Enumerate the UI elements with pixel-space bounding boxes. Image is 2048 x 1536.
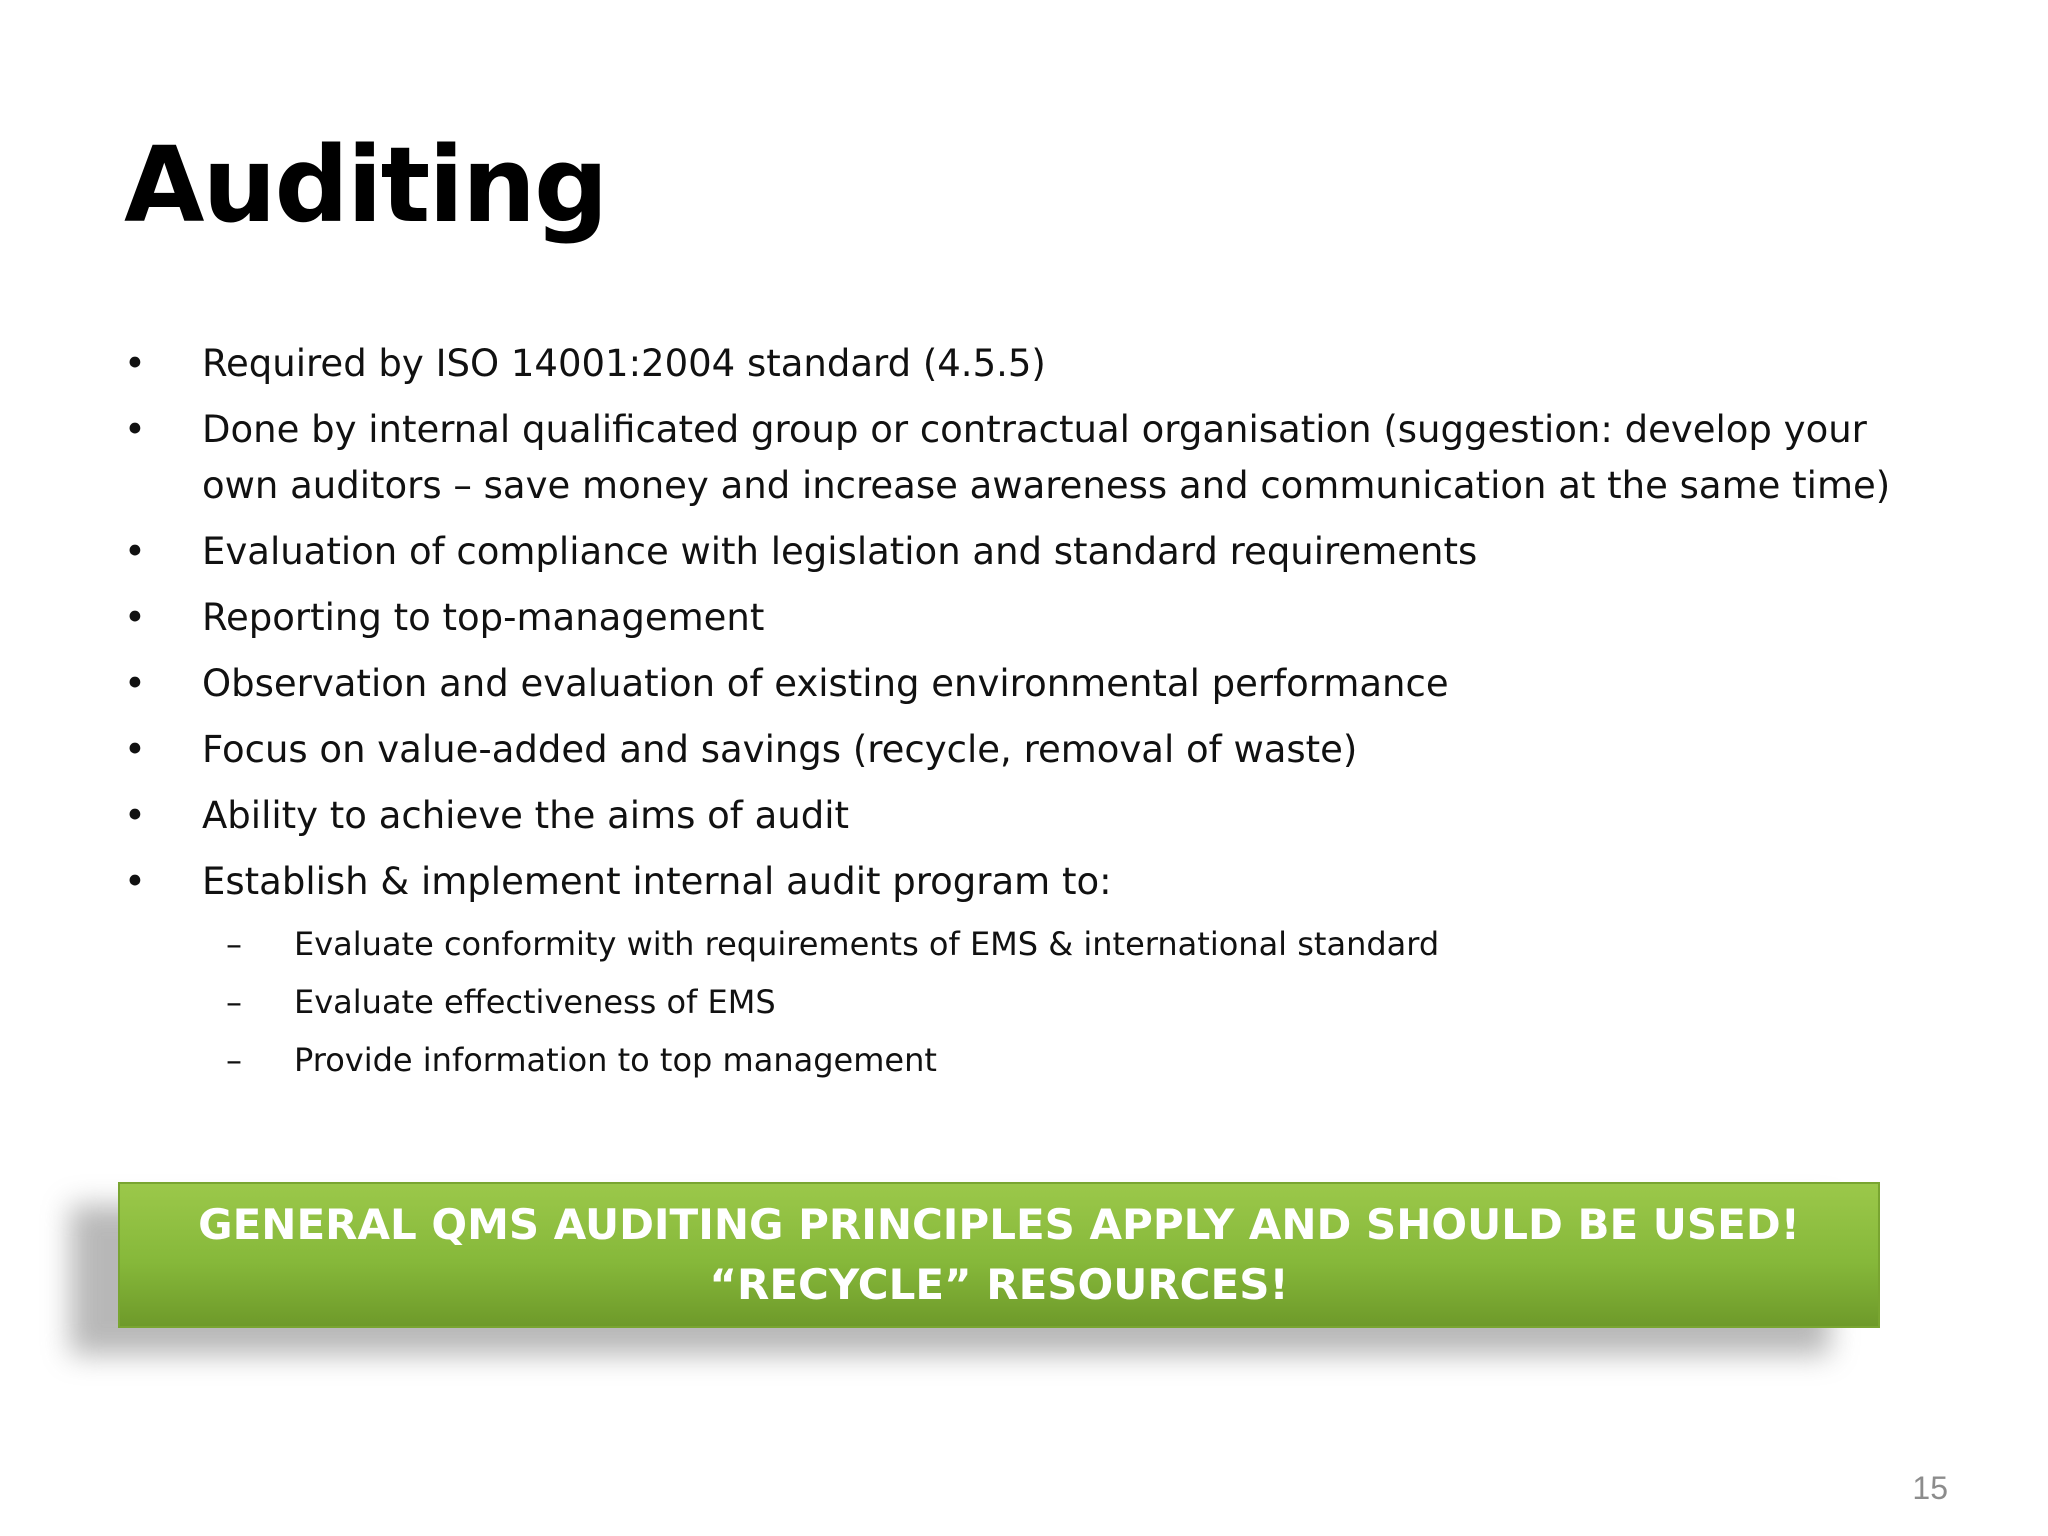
callout-banner (118, 1182, 1880, 1328)
bullet-marker: • (124, 342, 146, 385)
bullet-text: Required by ISO 14001:2004 standard (4.5.5) (202, 342, 1046, 385)
sub-bullet-item (202, 1036, 1924, 1084)
bullet-item (124, 402, 1924, 514)
bullet-marker: • (124, 596, 146, 639)
bullet-marker: • (124, 662, 146, 705)
bullet-text: Done by internal qualificated group or contractual organisation (suggestion: develop your own auditors – save money and increase awareness and communication at the same time) (202, 408, 1891, 507)
bullet-item (124, 854, 1924, 1084)
sub-bullet-text: Provide information to top management (294, 1041, 937, 1079)
sub-bullet-text: Evaluate effectiveness of EMS (294, 983, 776, 1021)
sub-bullet-marker: – (226, 925, 242, 963)
bullet-item (124, 788, 1924, 844)
bullet-text: Focus on value-added and savings (recycle, removal of waste) (202, 728, 1358, 771)
bullet-item (124, 524, 1924, 580)
slide-title: Auditing (124, 124, 607, 246)
callout-line-1: GENERAL QMS AUDITING PRINCIPLES APPLY AND SHOULD BE USED! (198, 1200, 1800, 1249)
bullet-text: Ability to achieve the aims of audit (202, 794, 849, 837)
callout-line-2: “RECYCLE” RESOURCES! (709, 1260, 1289, 1309)
bullet-marker: • (124, 794, 146, 837)
bullet-item (124, 656, 1924, 712)
bullet-item (124, 590, 1924, 646)
bullet-item (124, 336, 1924, 392)
bullet-text: Establish & implement internal audit program to: (202, 860, 1112, 903)
bullet-marker: • (124, 408, 146, 451)
bullet-marker: • (124, 860, 146, 903)
page-number: 15 (1912, 1470, 1948, 1506)
bullet-text: Observation and evaluation of existing environmental performance (202, 662, 1449, 705)
bullet-marker: • (124, 728, 146, 771)
bullet-item (124, 722, 1924, 778)
sub-bullet-item (202, 920, 1924, 968)
sub-bullet-item (202, 978, 1924, 1026)
bullet-list (124, 336, 1924, 1094)
bullet-text: Reporting to top-management (202, 596, 765, 639)
bullet-marker: • (124, 530, 146, 573)
sub-bullet-marker: – (226, 983, 242, 1021)
sub-bullet-list (202, 920, 1924, 1084)
sub-bullet-marker: – (226, 1041, 242, 1079)
sub-bullet-text: Evaluate conformity with requirements of EMS & international standard (294, 925, 1440, 963)
bullet-text: Evaluation of compliance with legislation and standard requirements (202, 530, 1478, 573)
